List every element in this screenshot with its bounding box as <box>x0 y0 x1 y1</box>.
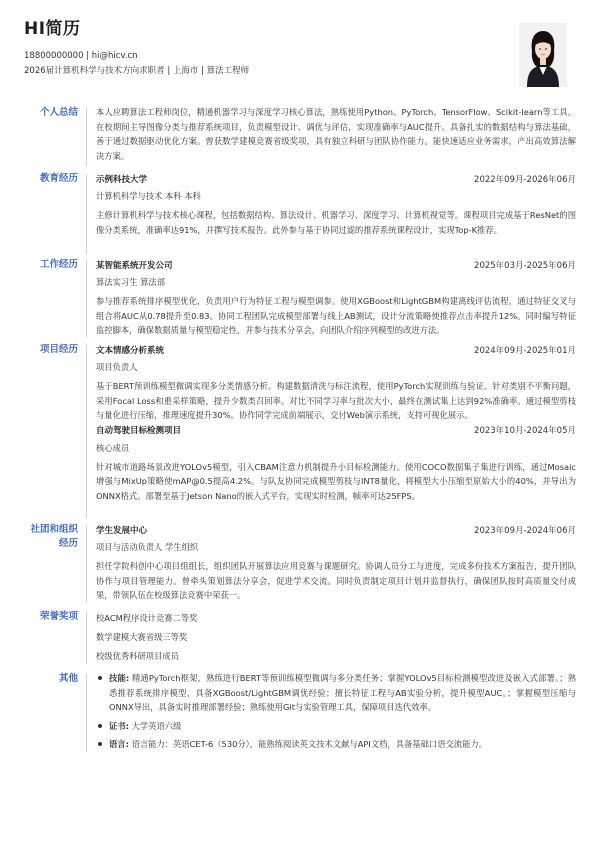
section-divider <box>86 674 87 752</box>
summary-text: 本人应聘算法工程师岗位，精通机器学习与深度学习核心算法，熟练使用Python、PyTorch、TensorFlow、Scikit-learn等工具。在校期间主导图像分类与推荐系统项目，负责模型设计、调优与评估，实现准确率与AUC提升。具备扎实的数据结构与算法基础，善于通过数据驱动优化方案。曾获数学建模竞赛省级奖项，具有独立科研与团队协作能力。能快速适应业务需求，产出高效算法解决方案。 <box>96 107 576 161</box>
language-item <box>96 737 576 752</box>
language-label: 语言: <box>109 739 129 750</box>
projects-body <box>96 342 576 504</box>
work-date: 2025年03月-2025年06月 <box>474 260 576 271</box>
resume-name: HI简历 <box>24 19 81 39</box>
education-text: 主修计算机科学与技术核心课程，包括数据结构、算法设计、机器学习、深度学习、计算机视觉等。课程项目完成基于ResNet的图像分类系统，准确率达91%，并撰写技术报告。此外参与基于协同过滤的推荐系统课程设计，实现Top-K推荐。 <box>96 210 576 235</box>
project-date: 2023年10月-2024年05月 <box>474 426 576 437</box>
education-body <box>96 171 576 237</box>
resume-header <box>24 14 454 79</box>
section-divider <box>86 108 87 166</box>
campus-date: 2023年09月-2024年06月 <box>474 525 576 536</box>
contact-info: 18800000000 | hi@hicv.cn <box>24 51 138 61</box>
section-title-campus-line1: 社团和组织 <box>30 524 78 535</box>
section-divider <box>86 174 87 254</box>
skills-label: 技能: <box>109 673 130 683</box>
education-header-row <box>96 171 576 186</box>
bullet-icon <box>98 724 102 728</box>
skills-item <box>96 671 576 715</box>
certificate-text: 大学英语六级 <box>131 720 182 731</box>
section-title-summary: 个人总结 <box>39 107 78 118</box>
job-intent: 2026届计算机科学与技术方向求职者 | 上海市 | 算法工程师 <box>24 66 250 76</box>
bullet-icon <box>98 676 102 680</box>
work-role: 算法实习生 算法部 <box>96 277 166 287</box>
section-divider <box>86 525 87 603</box>
campus-role: 项目与活动负责人 学生组织 <box>96 542 199 552</box>
work-body <box>96 257 576 338</box>
education-major: 计算机科学与技术 本科 本科 <box>96 191 201 201</box>
language-text: 语言能力：英语CET-6（530分），能熟练阅读英文技术文献与API文档，具备基础口语交流能力。 <box>131 739 487 750</box>
award-item: 校ACM程序设计竞赛二等奖 <box>96 613 198 623</box>
project-header-row <box>96 342 576 357</box>
section-title-education: 教育经历 <box>39 173 78 184</box>
section-divider <box>86 260 87 338</box>
section-title-projects: 项目经历 <box>39 344 78 355</box>
certificate-label: 证书: <box>109 720 129 731</box>
campus-text: 担任学院科创中心项目组组长，组织团队开展算法应用竞赛与课题研究。协调人员分工与进度，完成多份技术方案报告，提升团队协作与项目管理能力。曾牵头策划算法分享会，促进学术交流。同时负责制定项目计划并监督执行，确保团队按时高质量交付成果，带领队伍在校级算法竞赛中荣获一。 <box>96 561 576 601</box>
section-title-campus <box>10 523 78 551</box>
section-title-other: 其他 <box>58 673 78 684</box>
certificate-item <box>96 719 576 734</box>
profile-photo <box>519 23 567 87</box>
education-date: 2022年09月-2026年06月 <box>474 174 576 185</box>
school-name: 示例科技大学 <box>96 174 148 185</box>
section-title-campus-line2: 经历 <box>58 538 78 549</box>
project-name: 文本情感分析系统 <box>96 345 165 356</box>
skills-text: 精通PyTorch框架，熟练进行BERT等预训练模型微调与多分类任务；掌握YOLOv5目标检测模型改进及嵌入式部署。；熟悉推荐系统排序模型，具备XGBoost/LightGBM调优经验；擅长特征工程与AB实验分析，提升模型AUC。；掌握模型压缩与ONNX导出，具备实时推理部署经验；熟练使用Git与实验管理工具，保障项目迭代效率。 <box>109 673 576 713</box>
awards-body <box>96 609 576 666</box>
summary-body <box>96 105 576 163</box>
section-title-work: 工作经历 <box>39 259 78 270</box>
other-list <box>96 671 576 752</box>
campus-header-row <box>96 522 576 537</box>
section-divider <box>86 612 87 664</box>
organization-name: 学生发展中心 <box>96 525 148 536</box>
project-date: 2024年09月-2025年01月 <box>474 345 576 356</box>
project-name: 自动驾驶目标检测项目 <box>96 426 182 437</box>
work-text: 参与推荐系统排序模型优化，负责用户行为特征工程与模型调参。使用XGBoost和LightGBM构建离线评估流程，通过特征交叉与组合将AUC从0.78提升至0.83。协同工程团队完成模型部署与线上AB测试，设计分流策略使推荐点击率提升12%。同时编写特征监控脚本，确保数据质量与模型稳定性，并参与技术分享会，向团队介绍序列模型的改进方法。 <box>96 296 576 336</box>
bullet-icon <box>98 742 102 746</box>
award-item: 校级优秀科研项目成员 <box>96 651 179 661</box>
project-role: 项目负责人 <box>96 362 138 372</box>
award-item: 数学建模大赛省级三等奖 <box>96 632 188 642</box>
work-header-row <box>96 257 576 272</box>
avatar-illustration <box>519 23 567 87</box>
campus-body <box>96 522 576 603</box>
company-name: 某智能系统开发公司 <box>96 260 173 271</box>
project-header-row <box>96 423 576 438</box>
other-body <box>96 671 576 752</box>
section-title-awards: 荣誉奖项 <box>39 611 78 622</box>
section-divider <box>86 345 87 518</box>
project-text: 基于BERT预训练模型微调实现多分类情感分析。构建数据清洗与标注流程，使用PyTorch实现训练与验证。针对类别不平衡问题，采用Focal Loss和重采样策略，提升少数类召回率。对比不同学习率与批次大小，最终在测试集上达到92%准确率。通过模型剪枝与量化进行压缩，推理速度提升30%。协作同学完成前端展示，交付Web演示系统，支持可视化展示。 <box>96 381 576 421</box>
project-role: 核心成员 <box>96 442 130 453</box>
project-text: 针对城市道路场景改进YOLOv5模型，引入CBAM注意力机制提升小目标检测能力。使用COCO数据集子集进行训练，通过Mosaic增强与MixUp策略使mAP@0.5提高4.2%。与队友协同完成模型剪枝与INT8量化，将模型大小压缩至原始大小的40%，并导出为ONNX格式。部署至基于Jetson Nano的嵌入式平台，实现实时检测，帧率可达25FPS。 <box>96 461 576 501</box>
